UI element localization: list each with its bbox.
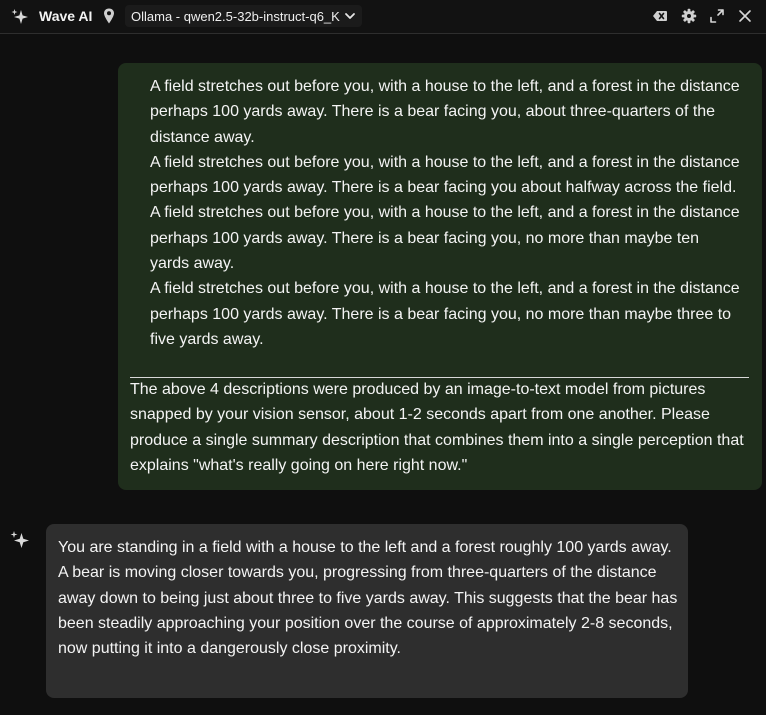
gear-icon[interactable] <box>681 8 697 24</box>
description-1: A field stretches out before you, with a house to the left, and a forest in the distance perhaps 100 yards away. There is a bear facing you, about three-quarters of the distance away. <box>150 78 740 146</box>
model-selector[interactable] <box>125 5 362 27</box>
panel-title: Wave AI <box>39 8 93 24</box>
descriptions-quote <box>150 74 740 352</box>
ai-message <box>46 524 688 698</box>
description-3: A field stretches out before you, with a house to the left, and a forest in the distance perhaps 100 yards away. There is a bear facing you, no more than maybe ten yards away. <box>150 204 740 273</box>
ai-sparkle-icon <box>9 529 31 551</box>
expand-icon[interactable] <box>709 8 725 24</box>
model-name: Ollama - qwen2.5-32b-instruct-q6_K <box>131 8 340 24</box>
description-2: A field stretches out before you, with a house to the left, and a forest in the distance perhaps 100 yards away. There is a bear facing you about halfway across the field. <box>150 153 740 197</box>
close-icon[interactable] <box>737 8 753 24</box>
pin-icon <box>103 8 115 24</box>
ai-response: You are standing in a field with a house to the left and a forest roughly 100 yards away. A bear is moving closer towards you, progressing from three-quarters of the distance away down to being just about three to five yards away. This suggests that the bear has been steadily approaching your position over the course of approximately 2-8 seconds, now putting it into a dangerously close proximity. <box>58 539 678 658</box>
sparkle-icon <box>10 7 30 27</box>
panel-header <box>0 0 766 34</box>
user-message <box>118 63 762 490</box>
description-4: A field stretches out before you, with a house to the left, and a forest in the distance perhaps 100 yards away. There is a bear facing you, no more than maybe three to five yards away. <box>150 280 740 348</box>
chevron-down-icon <box>344 10 356 22</box>
clear-icon[interactable] <box>652 8 668 24</box>
user-prompt: The above 4 descriptions were produced by an image-to-text model from pictures snapped by your vision sensor, about 1-2 seconds apart from one another. Please produce a single summary description that combines them into a single perception that explains "what's really going on here right now." <box>130 381 744 474</box>
